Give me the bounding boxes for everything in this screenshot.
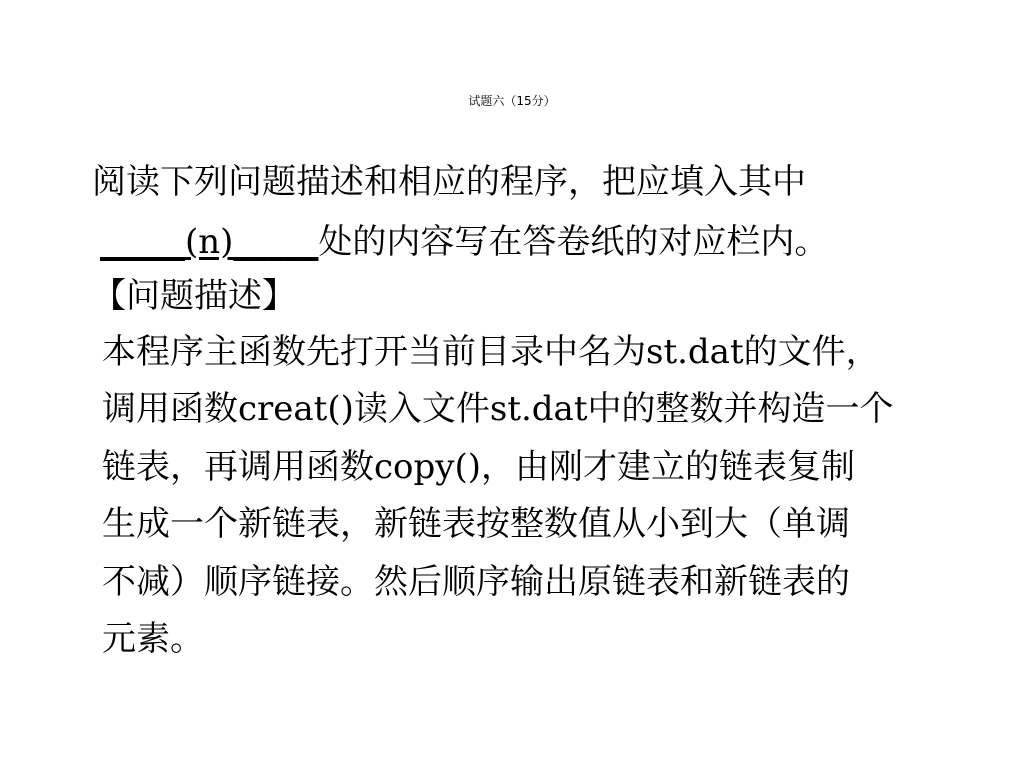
description-line-5: 不减）顺序链接。然后顺序输出原链表和新链表的: [102, 562, 850, 602]
description-line-3: 链表，再调用函数copy()，由刚才建立的链表复制: [102, 447, 856, 487]
slide-title: 试题六（15分）: [468, 94, 556, 108]
description-line-2: 调用函数creat()读入文件st.dat中的整数并构造一个: [102, 389, 894, 429]
intro-line-2: [100, 220, 828, 264]
intro-line-1: 阅读下列问题描述和相应的程序，把应填入其中: [92, 162, 806, 202]
section-heading: 【问题描述】: [92, 276, 296, 316]
description-line-4: 生成一个新链表，新链表按整数值从小到大（单调: [102, 504, 850, 544]
fill-in-blank: _____(n)_____: [100, 222, 319, 262]
intro-line-2-rest: 处的内容写在答卷纸的对应栏内。: [318, 222, 829, 262]
description-line-1: 本程序主函数先打开当前目录中名为st.dat的文件，: [102, 332, 880, 372]
description-line-6: 元素。: [102, 619, 204, 659]
